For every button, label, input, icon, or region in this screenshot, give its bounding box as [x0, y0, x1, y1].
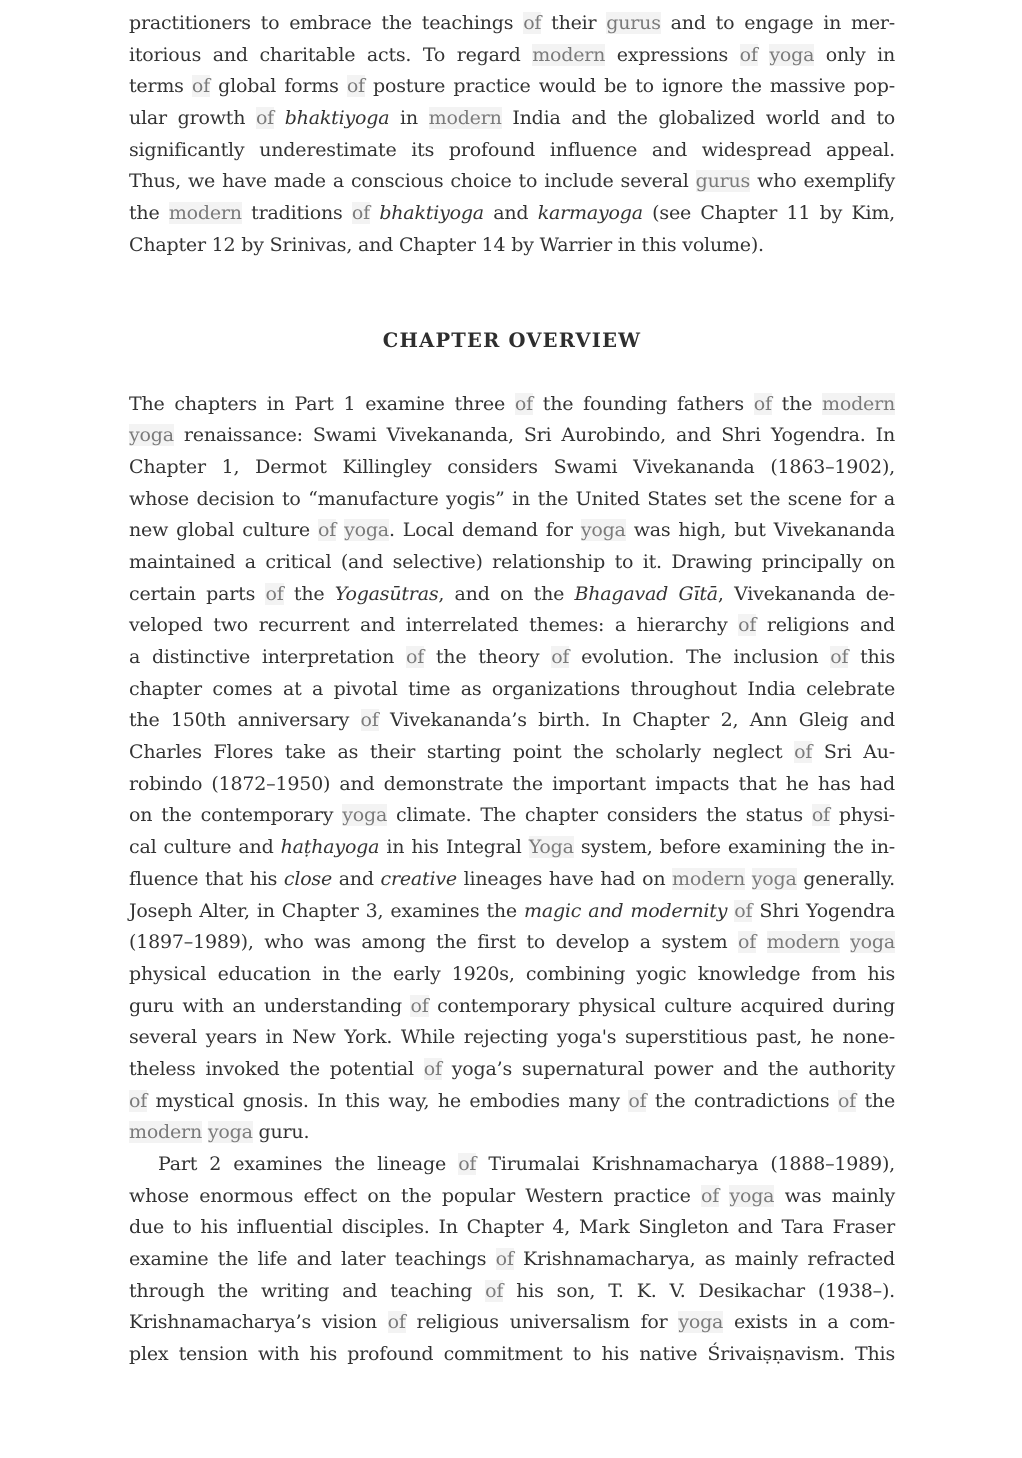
overview-paragraph-1 — [129, 389, 895, 1150]
highlighted-term: of — [423, 1057, 442, 1080]
highlighted-term: of — [265, 582, 284, 605]
text-line: whose decision to “manufacture yogis” in the United States set the scene for a — [129, 487, 895, 510]
highlighted-term: of — [410, 994, 429, 1017]
highlighted-term: yoga — [678, 1311, 724, 1334]
highlighted-term: of — [551, 646, 570, 668]
text-line: ular growth of bhaktiyoga in modern India and the globalized world and to — [129, 107, 896, 130]
highlighted-term: of — [129, 1089, 148, 1112]
italic-term: Yogasūtras — [334, 582, 439, 605]
italic-term: bhaktiyoga — [379, 202, 484, 225]
highlighted-term: modern — [822, 392, 895, 415]
highlighted-term: of — [837, 1089, 857, 1112]
highlighted-term: of — [739, 43, 758, 66]
text-line: maintained a critical (and selective) relationship to it. Drawing principally on — [129, 550, 895, 573]
text-line: The chapters in Part 1 examine three of the founding fathers of the modern — [129, 392, 895, 415]
italic-term: bhaktiyoga — [284, 107, 390, 130]
highlighted-term: modern — [766, 931, 840, 954]
highlighted-term: of — [255, 107, 275, 130]
highlighted-term: of — [485, 1279, 504, 1302]
highlighted-term: Yoga — [528, 836, 574, 859]
text-line: veloped two recurrent and interrelated themes: a hierarchy of religions and — [129, 614, 895, 637]
text-line: (1897–1989), who was among the first to develop a system of modern yoga — [129, 931, 896, 954]
italic-term: haṭhayoga — [280, 836, 380, 859]
highlighted-term: yoga — [751, 867, 797, 890]
highlighted-term: modern — [168, 202, 242, 225]
highlighted-term: of — [738, 614, 757, 637]
highlighted-term: of — [317, 519, 337, 542]
highlighted-term: of — [753, 392, 772, 415]
text-line: whose enormous effect on the popular Western practice of yoga was mainly — [129, 1184, 895, 1207]
highlighted-term: yoga — [580, 519, 626, 542]
highlighted-term: modern — [532, 43, 606, 66]
document-page — [129, 8, 895, 1371]
text-line: a distinctive interpretation of the theory of evolution. The inclusion of this — [129, 646, 896, 668]
italic-term: creative — [380, 867, 457, 890]
highlighted-term: of — [346, 75, 365, 98]
highlighted-term: gurus — [695, 170, 751, 193]
text-line: examine the life and later teachings of Krishnamacharya, as mainly refracted — [129, 1248, 895, 1271]
text-line: modern yoga guru. — [129, 1121, 310, 1144]
highlighted-term: yoga — [850, 931, 896, 954]
text-line: the 150th anniversary of Vivekananda’s birth. In Chapter 2, Ann Gleig and — [129, 709, 895, 732]
highlighted-term: of — [830, 646, 849, 668]
highlighted-term: of — [628, 1089, 647, 1112]
text-line: on the contemporary yoga climate. The chapter considers the status of physi- — [129, 804, 896, 827]
text-line: cal culture and haṭhayoga in his Integral Yoga system, before examining the in- — [129, 836, 895, 859]
text-line: through the writing and teaching of his son, T. K. V. Desikachar (1938–). — [129, 1279, 895, 1302]
highlighted-term: modern — [428, 107, 502, 130]
highlighted-term: of — [701, 1184, 720, 1207]
highlighted-term: of — [191, 75, 210, 98]
intro-paragraph — [129, 8, 895, 262]
highlighted-term: yoga — [344, 519, 389, 542]
text-line: Krishnamacharya’s vision of religious universalism for yoga exists in a com- — [129, 1311, 895, 1334]
text-line: Part 2 examines the lineage of Tirumalai Krishnamacharya (1888–1989), — [158, 1153, 895, 1175]
highlighted-term: modern — [129, 1121, 202, 1144]
text-line: itorious and charitable acts. To regard modern expressions of yoga only in — [129, 43, 896, 66]
highlighted-term: of — [495, 1248, 514, 1271]
italic-term: karmayoga — [537, 202, 643, 225]
text-line: terms of global forms of posture practice would be to ignore the massive pop- — [129, 75, 895, 98]
highlighted-term: yoga — [729, 1184, 775, 1207]
highlighted-term: of — [514, 392, 533, 415]
highlighted-term: of — [737, 931, 757, 954]
highlighted-term: of — [387, 1311, 406, 1334]
text-line: Joseph Alter, in Chapter 3, examines the magic and modernity of Shri Yogendra — [129, 899, 896, 922]
text-line: Thus, we have made a conscious choice to include several gurus who exemplify — [129, 170, 895, 193]
text-line: of mystical gnosis. In this way, he embodies many of the contradictions of the — [129, 1089, 895, 1112]
highlighted-term: of — [405, 646, 425, 668]
section-heading: CHAPTER OVERVIEW — [382, 328, 642, 352]
text-line: certain parts of the Yogasūtras, and on the Bhagavad Gītā, Vivekananda de- — [129, 582, 896, 605]
text-line: due to his influential disciples. In Chapter 4, Mark Singleton and Tara Fraser — [129, 1216, 895, 1239]
italic-term: magic and modernity — [524, 899, 728, 922]
highlighted-term: gurus — [606, 12, 661, 34]
text-line: Charles Flores take as their starting point the scholarly neglect of Sri Au- — [129, 741, 895, 764]
text-line: chapter comes at a pivotal time as organizations throughout India celebrate — [129, 677, 895, 700]
text-line: several years in New York. While rejecting yoga's superstitious past, he none- — [129, 1026, 895, 1049]
text-line: robindo (1872–1950) and demonstrate the important impacts that he has had — [129, 772, 895, 795]
text-line: practitioners to embrace the teachings of their gurus and to engage in mer- — [129, 12, 895, 34]
text-line: the modern traditions of bhaktiyoga and karmayoga (see Chapter 11 by Kim, — [129, 202, 895, 225]
highlighted-term: yoga — [342, 804, 388, 827]
text-line: theless invoked the potential of yoga’s supernatural power and the authority — [129, 1057, 895, 1080]
highlighted-term: of — [523, 12, 542, 34]
italic-term: Bhagavad Gītā — [574, 582, 718, 605]
highlighted-term: of — [734, 899, 753, 922]
highlighted-term: yoga — [769, 43, 815, 66]
highlighted-term: of — [360, 709, 379, 732]
text-line: fluence that his close and creative lineages have had on modern yoga generally. — [129, 867, 895, 890]
text-line: new global culture of yoga. Local demand for yoga was high, but Vivekananda — [129, 519, 896, 542]
text-line: physical education in the early 1920s, combining yogic knowledge from his — [129, 962, 895, 985]
highlighted-term: of — [794, 741, 813, 764]
italic-term: close — [283, 867, 333, 890]
highlighted-term: of — [458, 1153, 477, 1175]
text-line: Chapter 1, Dermot Killingley considers Swami Vivekananda (1863–1902), — [129, 455, 895, 478]
text-line: yoga renaissance: Swami Vivekananda, Sri Aurobindo, and Shri Yogendra. In — [129, 424, 895, 447]
text-line: guru with an understanding of contemporary physical culture acquired during — [129, 994, 895, 1017]
text-line: Chapter 12 by Srinivas, and Chapter 14 by Warrier in this volume). — [129, 233, 764, 256]
highlighted-term: modern — [672, 867, 746, 890]
highlighted-term: yoga — [129, 424, 174, 447]
highlighted-term: of — [811, 804, 830, 827]
text-line: significantly underestimate its profound influence and widespread appeal. — [129, 138, 895, 161]
text-line: plex tension with his profound commitment to his native Śrivaiṣṇavism. This — [129, 1343, 895, 1366]
highlighted-term: of — [351, 202, 370, 225]
overview-paragraph-2 — [129, 1149, 895, 1371]
highlighted-term: yoga — [207, 1121, 253, 1144]
